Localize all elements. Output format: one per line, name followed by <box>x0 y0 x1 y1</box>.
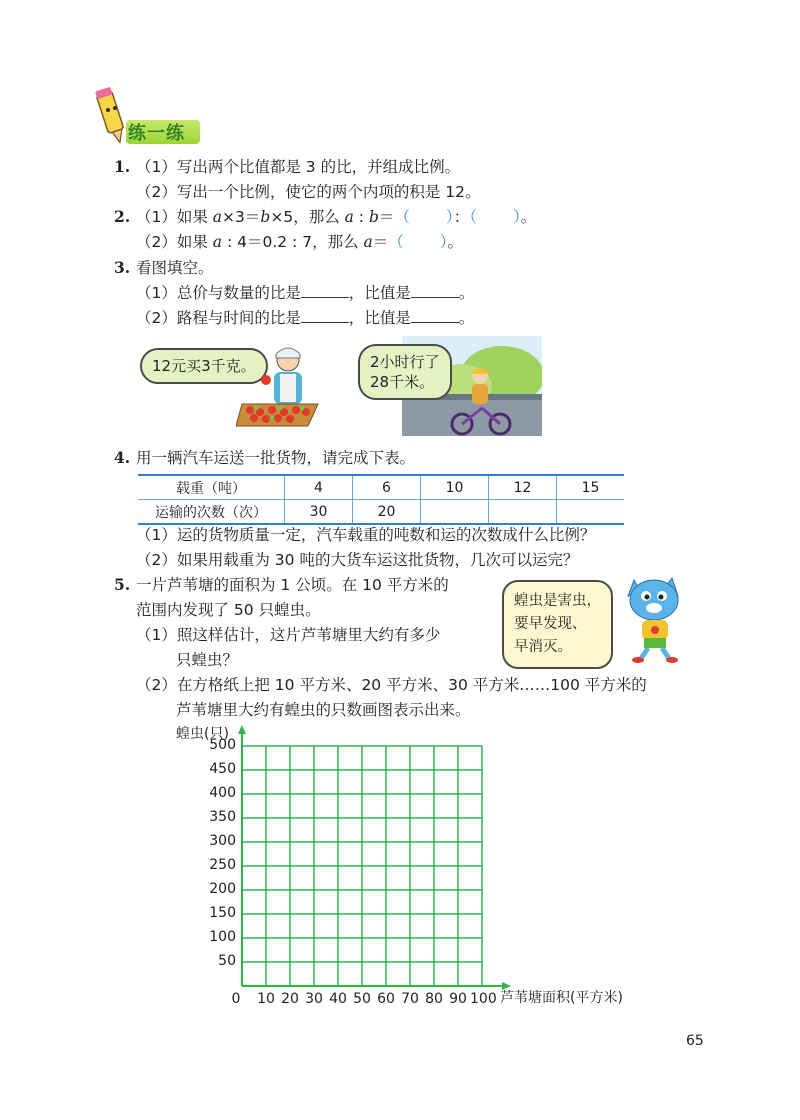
answer-blank[interactable] <box>411 308 459 323</box>
question-number: 4. <box>114 448 131 467</box>
y-tick-label: 200 <box>209 881 236 897</box>
y-tick-label: 500 <box>209 737 236 753</box>
q5-line1: 一片芦苇塘的面积为 1 公顷。在 10 平方米的 <box>136 576 449 594</box>
q4-part2: （2）如果用载重为 30 吨的大货车运这批货物，几次可以运完？ <box>136 551 579 569</box>
q5-line2: 范围内发现了 50 只蝗虫。 <box>136 601 321 619</box>
y-axis-label: 蝗虫(只) <box>176 726 229 742</box>
q2-part1: （1）如果 a×3＝b×5，那么 a : b＝（ ）：（ ）。 <box>136 208 537 226</box>
x-tick-label: 10 <box>257 991 275 1007</box>
y-tick-label: 100 <box>209 929 236 945</box>
y-tick-label: 250 <box>209 857 236 873</box>
speech-bubble: 蝗虫是害虫， 要早发现、 早消灭。 <box>502 580 613 669</box>
question-number: 2. <box>114 207 131 226</box>
table-cell: 30 <box>285 500 353 525</box>
table-cell: 6 <box>353 475 421 500</box>
answer-blank[interactable]: （ ） <box>469 208 521 226</box>
answer-blank[interactable]: （ ） <box>394 208 454 226</box>
x-tick-label: 80 <box>425 991 443 1007</box>
q3-part1: （1）总价与数量的比是 ，比值是 。 <box>136 284 475 302</box>
q5-part2-line1: （2）在方格纸上把 10 平方米、20 平方米、30 平方米……100 平方米的 <box>136 676 647 694</box>
table-row <box>138 475 624 500</box>
table-cell: 10 <box>421 475 489 500</box>
y-tick-label: 150 <box>209 905 236 921</box>
question-number: 3. <box>114 258 131 277</box>
q1-part2: （2）写出一个比例，使它的两个内项的积是 12。 <box>136 183 481 201</box>
x-tick-label: 50 <box>353 991 371 1007</box>
q2-part2: （2）如果 a : 4＝0.2 : 7，那么 a＝（ ）。 <box>136 233 464 251</box>
answer-blank[interactable] <box>301 283 349 298</box>
x-tick-label: 30 <box>305 991 323 1007</box>
answer-blank[interactable]: （ ） <box>388 233 448 251</box>
q3-intro: 看图填空。 <box>136 259 214 277</box>
table-cell: 4 <box>285 475 353 500</box>
section-title: 练一练 <box>128 123 185 144</box>
seller-figure-icon <box>236 346 328 428</box>
y-tick-label: 50 <box>218 953 236 969</box>
table-cell-blank[interactable] <box>557 500 625 525</box>
answer-blank[interactable] <box>411 283 459 298</box>
x-axis-label: 芦苇塘面积(平方米) <box>500 990 623 1006</box>
speech-bubble: 12元买3千克。 <box>140 348 268 384</box>
q5-part2-line2: 芦苇塘里大约有蝗虫的只数画图表示出来。 <box>176 701 471 719</box>
table-row <box>138 500 624 525</box>
question-number: 5. <box>114 575 131 594</box>
table-cell-blank[interactable] <box>489 500 557 525</box>
q4-intro: 用一辆汽车运送一批货物，请完成下表。 <box>136 449 416 467</box>
table-cell: 12 <box>489 475 557 500</box>
y-axis-arrow-icon <box>238 725 246 734</box>
cat-mascot-icon <box>620 572 690 664</box>
speech-bubble: 2小时行了 28千米。 <box>358 344 452 400</box>
x-tick-label: 40 <box>329 991 347 1007</box>
y-tick-label: 450 <box>209 761 236 777</box>
x-tick-label: 90 <box>449 991 467 1007</box>
x-tick-label: 100 <box>470 991 497 1007</box>
grid-paper[interactable] <box>230 724 520 994</box>
page-number: 65 <box>686 1033 704 1049</box>
y-tick-label: 300 <box>209 833 236 849</box>
x-tick-label: 60 <box>377 991 395 1007</box>
row-header: 载重（吨） <box>138 475 285 500</box>
q1-part1: （1）写出两个比值都是 3 的比，并组成比例。 <box>136 158 461 176</box>
x-tick-label: 70 <box>401 991 419 1007</box>
q3-part2: （2）路程与时间的比是 ，比值是 。 <box>136 309 475 327</box>
y-tick-label: 350 <box>209 809 236 825</box>
q5-part1-line1: （1）照这样估计，这片芦苇塘里大约有多少 <box>136 626 441 644</box>
question-number: 1. <box>114 157 131 176</box>
table-cell: 15 <box>557 475 625 500</box>
x-tick-label: 20 <box>281 991 299 1007</box>
answer-blank[interactable] <box>301 308 349 323</box>
q4-part1: （1）运的货物质量一定，汽车载重的吨数和运的次数成什么比例？ <box>136 526 596 544</box>
x-tick-label: 0 <box>231 991 241 1007</box>
y-tick-label: 400 <box>209 785 236 801</box>
row-header: 运输的次数（次） <box>138 500 285 525</box>
q5-part1-line2: 只蝗虫？ <box>176 651 239 669</box>
table-cell: 20 <box>353 500 421 525</box>
table-cell-blank[interactable] <box>421 500 489 525</box>
data-table <box>138 474 624 525</box>
